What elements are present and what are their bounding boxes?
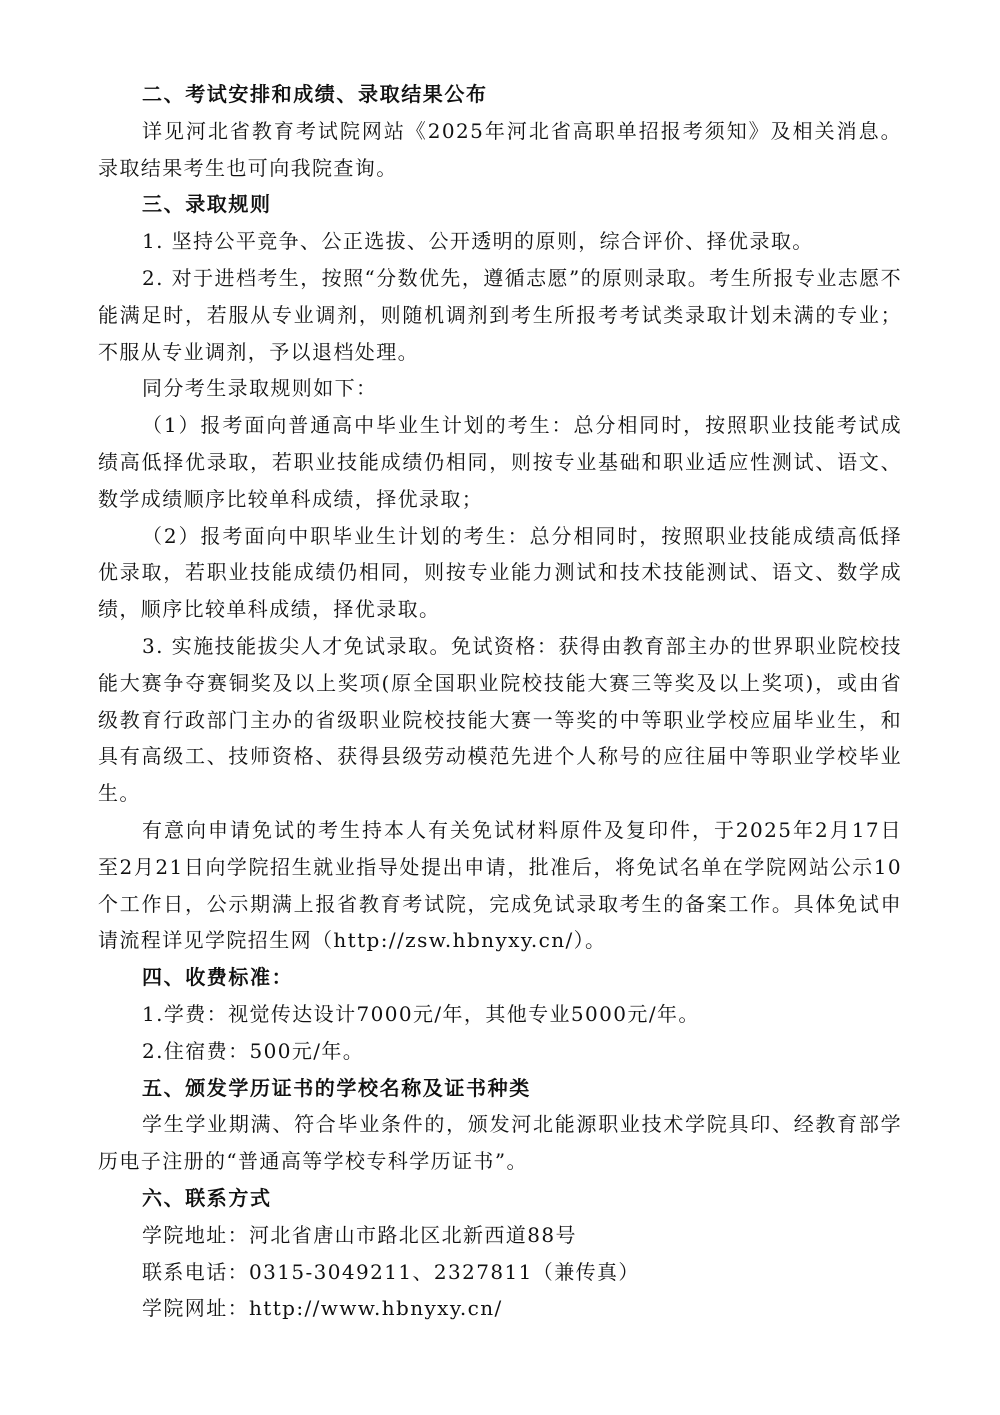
paragraph-accommodation: 2.住宿费：500元/年。 bbox=[142, 1038, 365, 1063]
section-heading-contact: 六、联系方式 bbox=[142, 1185, 272, 1210]
paragraph-exam-details: 详见河北省教育考试院网站《2025年河北省高职单招报考须知》及相关消息。录取结果考生也可向我院查询。 bbox=[98, 118, 902, 180]
paragraph-phone: 联系电话：0315-3049211、2327811（兼传真） bbox=[142, 1259, 640, 1284]
section-heading-fees: 四、收费标准： bbox=[142, 965, 294, 990]
paragraph-rule-2: 2. 对于进档考生，按照“分数优先，遵循志愿”的原则录取。考生所报专业志愿不能满足时，若服从专业调剂，则随机调剂到考生所报考考试类录取计划未满的专业；不服从专业调剂，予以退档处理。 bbox=[98, 265, 902, 364]
paragraph-rule-1: 1. 坚持公平竞争、公正选拔、公开透明的原则，综合评价、择优录取。 bbox=[142, 229, 814, 254]
paragraph-tuition: 1.学费：视觉传达设计7000元/年，其他专业5000元/年。 bbox=[142, 1001, 700, 1026]
paragraph-rule-3-exemption: 3. 实施技能拔尖人才免试录取。免试资格：获得由教育部主办的世界职业院校技能大赛争夺赛铜奖及以上奖项(原全国职业院校技能大赛三等奖及以上奖项)，或由省级教育行政部门主办的省级职业院校技能大赛一等奖的中等职业学校应届毕业生，和具有高级工、技师资格、获得县级劳动模范先进个人称号的应往届中等职业学校毕业生。 bbox=[98, 633, 902, 806]
paragraph-tie-rules-intro: 同分考生录取规则如下： bbox=[142, 376, 378, 401]
section-heading-exam-arrangement: 二、考试安排和成绩、录取结果公布 bbox=[142, 82, 488, 106]
document-body bbox=[98, 76, 902, 1327]
paragraph-exemption-application: 有意向申请免试的考生持本人有关免试材料原件及复印件，于2025年2月17日至2月21日向学院招生就业指导处提出申请，批准后，将免试名单在学院网站公示10个工作日，公示期满上报省教育考试院，完成免试录取考生的备案工作。具体免试申请流程详见学院招生网（http://zsw.hbnyxy.cn/）。 bbox=[98, 817, 902, 953]
section-heading-admission-rules: 三、录取规则 bbox=[142, 192, 272, 217]
paragraph-website: 学院网址：http://www.hbnyxy.cn/ bbox=[142, 1296, 503, 1321]
section-heading-certificate: 五、颁发学历证书的学校名称及证书种类 bbox=[142, 1075, 531, 1100]
paragraph-tie-rule-vocational: （2）报考面向中职毕业生计划的考生：总分相同时，按照职业技能成绩高低择优录取，若职业技能成绩仍相同，则按专业能力测试和技术技能测试、语文、数学成绩，顺序比较单科成绩，择优录取。 bbox=[98, 523, 902, 622]
paragraph-tie-rule-high-school: （1）报考面向普通高中毕业生计划的考生：总分相同时，按照职业技能考试成绩高低择优录取，若职业技能成绩仍相同，则按专业基础和职业适应性测试、语文、数学成绩顺序比较单科成绩，择优录取； bbox=[98, 413, 902, 511]
paragraph-certificate: 学生学业期满、符合毕业条件的，颁发河北能源职业技术学院具印、经教育部学历电子注册的“普通高等学校专科学历证书”。 bbox=[98, 1112, 902, 1174]
paragraph-address: 学院地址：河北省唐山市路北区北新西道88号 bbox=[142, 1222, 577, 1247]
